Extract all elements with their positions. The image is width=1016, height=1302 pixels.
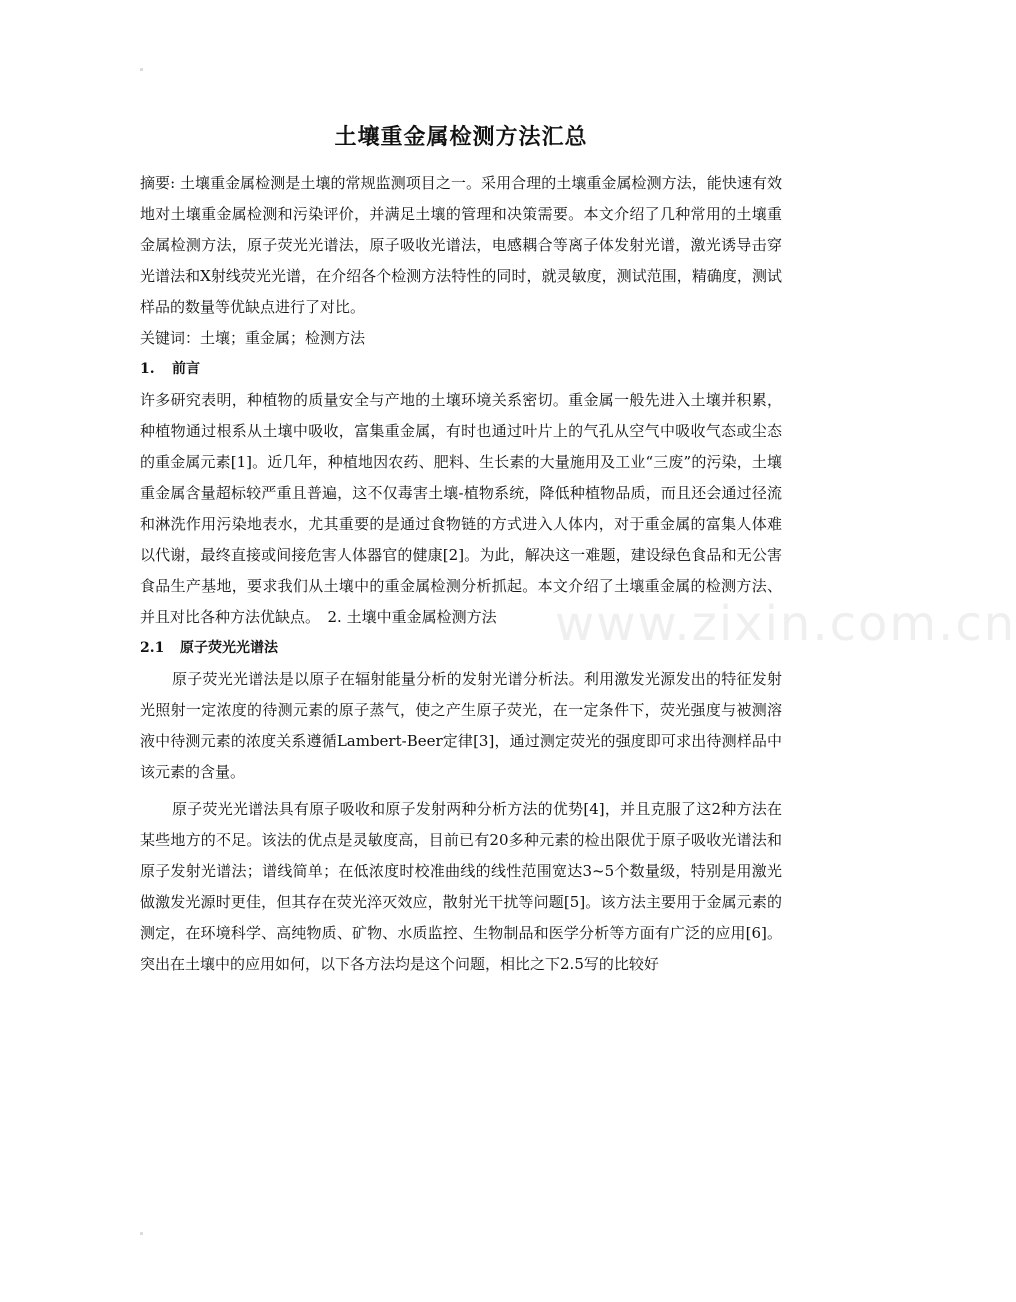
document-content — [140, 118, 782, 980]
section-2-1-number: 2.1 — [140, 640, 165, 656]
section-2-1-paragraph-2: 原子荧光光谱法具有原子吸收和原子发射两种分析方法的优势[4]，并且克服了这2种方法在某些地方的不足。该法的优点是灵敏度高，目前已有20多种元素的检出限优于原子吸收光谱法和原子发射光谱法；谱线简单；在低浓度时校准曲线的线性范围宽达3~5个数量级，特别是用激光做激发光源时更佳，但其存在荧光淬灭效应，散射光干扰等问题[5]。该方法主要用于金属元素的测定，在环境科学、高纯物质、矿物、水质监控、生物制品和医学分析等方面有广泛的应用[6]。突出在土壤中的应用如何，以下各方法均是这个问题，相比之下2.5写的比较好 — [140, 800, 782, 973]
section-1-body: 许多研究表明，种植物的质量安全与产地的土壤环境关系密切。重金属一般先进入土壤并积累，种植物通过根系从土壤中吸收，富集重金属，有时也通过叶片上的气孔从空气中吸收气态或尘态的重金属元素[1]。近几年，种植地因农药、肥料、生长素的大量施用及工业“三废”的污染，土壤重金属含量超标较严重且普遍，这不仅毒害土壤-植物系统，降低种植物品质，而且还会通过径流和淋洗作用污染地表水，尤其重要的是通过食物链的方式进入人体内，对于重金属的富集人体难以代谢，最终直接或间接危害人体器官的健康[2]。为此，解决这一难题，建设绿色食品和无公害食品生产基地，要求我们从土壤中的重金属检测分析抓起。本文介绍了土壤重金属的检测方法、并且对比各种方法优缺点。 2. 土壤中重金属检测方法 — [140, 391, 782, 626]
abstract-paragraph: 摘要: 土壤重金属检测是土壤的常规监测项目之一。采用合理的土壤重金属检测方法，能快速有效地对土壤重金属检测和污染评价，并满足土壤的管理和决策需要。本文介绍了几种常用的土壤重金属检测方法，原子荧光光谱法，原子吸收光谱法，电感耦合等离子体发射光谱，激光诱导击穿光谱法和X射线荧光光谱，在介绍各个检测方法特性的同时，就灵敏度，测试范围，精确度，测试样品的数量等优缺点进行了对比。 — [140, 174, 782, 316]
section-1-title: 前言 — [172, 361, 200, 377]
section-2-1-paragraph-1: 原子荧光光谱法是以原子在辐射能量分析的发射光谱分析法。利用激发光源发出的特征发射光照射一定浓度的待测元素的原子蒸气，使之产生原子荧光，在一定条件下，荧光强度与被测溶液中待测元素的浓度关系遵循Lambert-Beer定律[3]，通过测定荧光的强度即可求出待测样品中该元素的含量。 — [140, 670, 782, 781]
corner-mark-top-left — [140, 68, 143, 71]
watermark: www.zixin.com.cn — [555, 596, 1016, 652]
document-title: 土壤重金属检测方法汇总 — [334, 124, 588, 150]
section-2-1-heading — [140, 633, 782, 664]
section-1-heading — [140, 354, 782, 385]
section-2-1-title: 原子荧光光谱法 — [180, 640, 278, 656]
keywords-line: 关键词：土壤；重金属；检测方法 — [140, 329, 366, 347]
section-1-number: 1. — [140, 361, 155, 377]
corner-mark-bottom-left — [140, 1232, 143, 1235]
